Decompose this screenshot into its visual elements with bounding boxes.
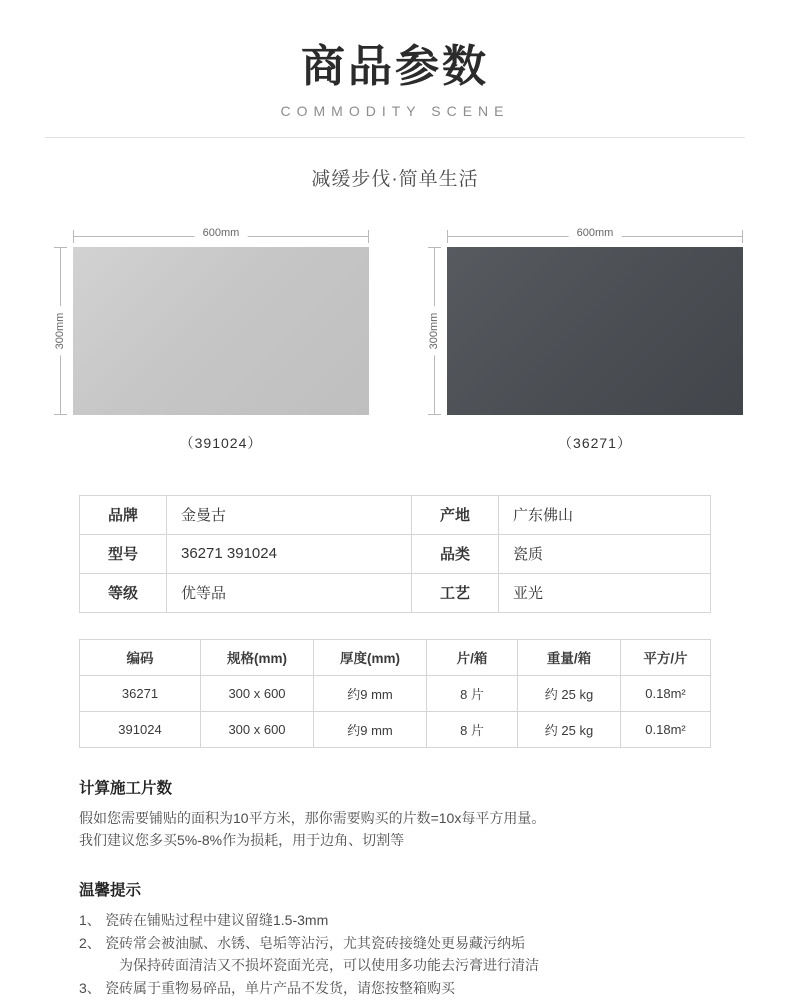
spec-label-process: 工艺 bbox=[412, 573, 499, 612]
dimension-cap-left-icon bbox=[73, 230, 74, 243]
cell-per-box: 8 片 bbox=[427, 711, 518, 747]
spec-value-category: 瓷质 bbox=[499, 534, 711, 573]
sample-card-2 bbox=[421, 225, 743, 453]
column-header-weight: 重量/箱 bbox=[518, 639, 621, 675]
dimension-cap-right-icon bbox=[742, 230, 743, 243]
tip-number-3: 3、 bbox=[79, 979, 101, 996]
spec-label-grade: 等级 bbox=[80, 573, 167, 612]
dimension-cap-bottom-icon bbox=[54, 414, 67, 415]
tile-swatch-light bbox=[73, 247, 369, 415]
width-dimension-1 bbox=[73, 225, 369, 247]
height-label-1: 300mm bbox=[50, 306, 70, 355]
cell-size: 300 x 600 bbox=[201, 675, 314, 711]
list-item bbox=[79, 932, 711, 977]
tip-text-3: 瓷砖属于重物易碎品，单片产品不发货，请您按整箱购买 bbox=[105, 979, 455, 996]
tip-number-2: 2、 bbox=[79, 934, 101, 951]
tip-number-1: 1、 bbox=[79, 911, 101, 928]
spec-label-model: 型号 bbox=[80, 534, 167, 573]
cell-per-box: 8 片 bbox=[427, 675, 518, 711]
table-row bbox=[80, 573, 711, 612]
cell-size: 300 x 600 bbox=[201, 711, 314, 747]
cell-area: 0.18m² bbox=[621, 711, 711, 747]
calculation-section bbox=[79, 776, 711, 852]
column-header-per-box: 片/箱 bbox=[427, 639, 518, 675]
width-label-2: 600mm bbox=[569, 227, 622, 239]
height-label-2: 300mm bbox=[424, 306, 444, 355]
tips-section bbox=[79, 878, 711, 1000]
table-row bbox=[80, 711, 711, 747]
tip-text-1: 瓷砖在铺贴过程中建议留缝1.5-3mm bbox=[105, 911, 329, 928]
table-row bbox=[80, 675, 711, 711]
cell-thickness: 约9 mm bbox=[314, 711, 427, 747]
height-dimension-1 bbox=[47, 247, 73, 415]
sample-card-1 bbox=[47, 225, 369, 453]
calculation-line-2: 我们建议您多买5%-8%作为损耗，用于边角、切割等 bbox=[79, 832, 405, 849]
spec-value-brand: 金曼古 bbox=[167, 495, 412, 534]
header-divider bbox=[45, 137, 745, 138]
spec-value-model: 36271 391024 bbox=[167, 534, 412, 573]
spec-value-process: 亚光 bbox=[499, 573, 711, 612]
spec-value-grade: 优等品 bbox=[167, 573, 412, 612]
spec-table bbox=[79, 495, 711, 613]
page-slogan: 减缓步伐·简单生活 bbox=[311, 168, 479, 190]
page-title: 商品参数 bbox=[301, 42, 489, 91]
sample-caption-1: （391024） bbox=[179, 434, 263, 451]
dimension-cap-top-icon bbox=[428, 247, 441, 248]
height-dimension-2 bbox=[421, 247, 447, 415]
tips-title: 温馨提示 bbox=[79, 881, 142, 899]
spec-label-brand: 品牌 bbox=[80, 495, 167, 534]
table-header-row bbox=[80, 639, 711, 675]
table-row bbox=[80, 495, 711, 534]
table-row bbox=[80, 534, 711, 573]
data-table bbox=[79, 639, 711, 748]
list-item bbox=[79, 909, 711, 932]
cell-code: 36271 bbox=[80, 675, 201, 711]
tile-swatch-dark bbox=[447, 247, 743, 415]
cell-code: 391024 bbox=[80, 711, 201, 747]
dimension-cap-top-icon bbox=[54, 247, 67, 248]
cell-weight: 约 25 kg bbox=[518, 711, 621, 747]
dimension-cap-bottom-icon bbox=[428, 414, 441, 415]
sample-gallery bbox=[0, 225, 790, 453]
page-subtitle: COMMODITY SCENE bbox=[280, 102, 510, 119]
dimension-cap-right-icon bbox=[368, 230, 369, 243]
width-label-1: 600mm bbox=[195, 227, 248, 239]
list-item bbox=[79, 977, 711, 1000]
calculation-title: 计算施工片数 bbox=[79, 779, 173, 797]
column-header-thickness: 厚度(mm) bbox=[314, 639, 427, 675]
tip-text-2-wrap bbox=[105, 932, 711, 977]
cell-thickness: 约9 mm bbox=[314, 675, 427, 711]
tip-text-2: 瓷砖常会被油腻、水锈、皂垢等沾污，尤其瓷砖接缝处更易藏污纳垢 bbox=[105, 934, 525, 951]
width-dimension-2 bbox=[447, 225, 743, 247]
spec-label-origin: 产地 bbox=[412, 495, 499, 534]
cell-weight: 约 25 kg bbox=[518, 675, 621, 711]
tip-text-2-sub: 为保持砖面清洁又不损坏瓷面光亮，可以使用多功能去污膏进行清洁 bbox=[119, 957, 539, 974]
spec-label-category: 品类 bbox=[412, 534, 499, 573]
dimension-cap-left-icon bbox=[447, 230, 448, 243]
spec-value-origin: 广东佛山 bbox=[499, 495, 711, 534]
column-header-size: 规格(mm) bbox=[201, 639, 314, 675]
column-header-code: 编码 bbox=[80, 639, 201, 675]
calculation-line-1: 假如您需要铺贴的面积为10平方米，那你需要购买的片数=10x每平方用量。 bbox=[79, 809, 546, 826]
column-header-area: 平方/片 bbox=[621, 639, 711, 675]
cell-area: 0.18m² bbox=[621, 675, 711, 711]
sample-caption-2: （36271） bbox=[558, 434, 632, 451]
page-header bbox=[0, 0, 790, 191]
